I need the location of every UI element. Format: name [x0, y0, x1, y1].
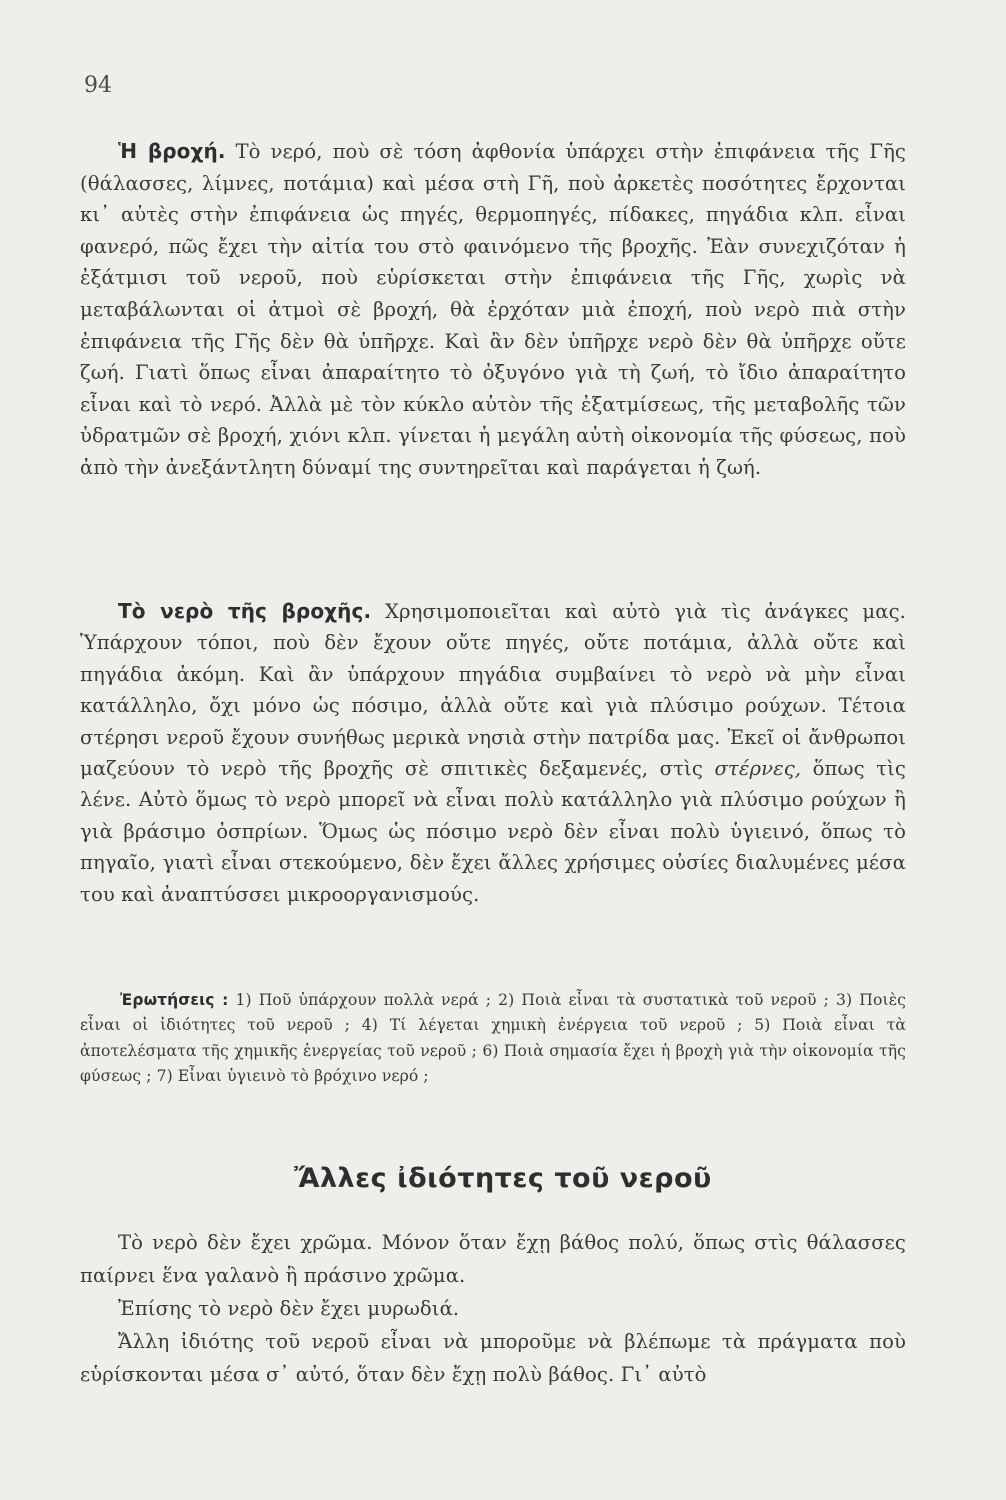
rainwater-body-part2: ὅπως τὶς λένε. Αὐτὸ ὅμως τὸ νερὸ μπορεῖ νὰ εἶναι πολὺ κατάλληλο γιὰ πλύσιμο ρούχων ἢ γιὰ βράσιμο ὀσπρίων. Ὅμως ὡς πόσιμο νερὸ δὲν εἶναι πολὺ ὑγιεινό, ὅπως τὸ πηγαῖο, γιατὶ εἶναι στεκούμενο, δὲν ἔχει ἄλλες χρήσιμες οὐσίες διαλυμένες μέσα του καὶ ἀναπτύσσει μικροοργανισμούς. [80, 757, 906, 906]
rainwater-heading: Τὸ νερὸ τῆς βροχῆς. [118, 599, 372, 623]
section-title: Ἄλλες ἰδιότητες τοῦ νεροῦ [294, 1163, 712, 1194]
rainwater-paragraph [80, 596, 906, 910]
rainwater-body-part1: Χρησιμοποιεῖται καὶ αὐτὸ γιὰ τὶς ἀνάγκες μας. Ὑπάρχουν τόποι, ποὺ δὲν ἔχουν οὔτε πηγές, οὔτε ποτάμια, ἀλλὰ οὔτε καὶ πηγάδια ἀκόμη. Καὶ ἂν ὑπάρχουν πηγάδια συμβαίνει τὸ νερὸ νὰ μὴν εἶναι κατάλληλο, ὄχι μόνο ὡς πόσιμο, ἀλλὰ οὔτε καὶ γιὰ πλύσιμο ρούχων. Τέτοια στέρησι νεροῦ ἔχουν συνήθως μερικὰ νησιὰ στὴν πατρίδα μας. Ἐκεῖ οἱ ἄνθρωποι μαζεύουν τὸ νερὸ τῆς βροχῆς σὲ σπιτικὲς δεξαμενές, στὶς [80, 600, 906, 781]
properties-paragraph-3: Ἄλλη ἰδιότης τοῦ νεροῦ εἶναι νὰ μποροῦμε νὰ βλέπωμε τὰ πράγματα ποὺ εὑρίσκονται μέσα σ᾿ αὐτό, ὅταν δὲν ἔχῃ πολὺ βάθος. Γι᾿ αὐτὸ [80, 1330, 906, 1386]
rain-paragraph [80, 136, 906, 484]
questions-label: Ἐρωτήσεις : [120, 991, 229, 1009]
page-number: 94 [84, 73, 112, 98]
rainwater-italic-term: στέρνες, [714, 757, 802, 781]
properties-paragraph-1: Τὸ νερὸ δὲν ἔχει χρῶμα. Μόνον ὅταν ἔχῃ βάθος πολύ, ὅπως στὶς θάλασσες παίρνει ἕνα γαλανὸ ἢ πράσινο χρῶμα. [80, 1231, 906, 1287]
properties-paragraph-2: Ἐπίσης τὸ νερὸ δὲν ἔχει μυρωδιά. [118, 1297, 460, 1320]
questions-paragraph [80, 988, 906, 1090]
questions-body: 1) Ποῦ ὑπάρχουν πολλὰ νερά ; 2) Ποιὰ εἶναι τὰ συστατικὰ τοῦ νεροῦ ; 3) Ποιὲς εἶναι οἱ ἰδιότητες τοῦ νεροῦ ; 4) Τί λέγεται χημικὴ ἐνέργεια τοῦ νεροῦ ; 5) Ποιὰ εἶναι τὰ ἀποτελέσματα τῆς χημικῆς ἐνεργείας τοῦ νεροῦ ; 6) Ποιὰ σημασία ἔχει ἡ βροχὴ γιὰ τὴν οἰκονομία τῆς φύσεως ; 7) Εἶναι ὑγιεινὸ τὸ βρόχινο νερό ; [80, 991, 906, 1086]
rain-body: Τὸ νερό, ποὺ σὲ τόση ἀφθονία ὑπάρχει στὴν ἐπιφάνεια τῆς Γῆς (θάλασσες, λίμνες, ποτάμια) καὶ μέσα στὴ Γῆ, ποὺ ἀρκετὲς ποσότητες ἔρχονται κι᾿ αὐτὲς στὴν ἐπιφάνεια ὡς πηγές, θερμοπηγές, πίδακες, πηγάδια κλπ. εἶναι φανερό, πῶς ἔχει τὴν αἰτία του στὸ φαινόμενο τῆς βροχῆς. Ἐὰν συνεχιζόταν ἡ ἐξάτμισι τοῦ νεροῦ, ποὺ εὑρίσκεται στὴν ἐπιφάνεια τῆς Γῆς, χωρὶς νὰ μεταβάλωνται οἱ ἀτμοὶ σὲ βροχή, θὰ ἐρχόταν μιὰ ἐποχή, ποὺ νερὸ πιὰ στὴν ἐπιφάνεια τῆς Γῆς δὲν θὰ ὑπῆρχε. Καὶ ἂν δὲν ὑπῆρχε νερὸ δὲν θὰ ὑπῆρχε οὔτε ζωή. Γιατὶ ὅπως εἶναι ἀπαραίτητο τὸ ὀξυγόνο γιὰ τὴ ζωή, τὸ ἴδιο ἀπαραίτητο εἶναι καὶ τὸ νερό. Ἀλλὰ μὲ τὸν κύκλο αὐτὸν τῆς ἐξατμίσεως, τῆς μεταβολῆς τῶν ὑδρατμῶν σὲ βροχή, χιόνι κλπ. γίνεται ἡ μεγάλη αὐτὴ οἰκονομία τῆς φύσεως, ποὺ ἀπὸ τὴν ἀνεξάντλητη δύναμί της συντηρεῖται καὶ παράγεται ἡ ζωή. [80, 140, 906, 479]
rain-heading: Ἡ βροχή. [118, 139, 226, 163]
properties-text [80, 1226, 906, 1391]
